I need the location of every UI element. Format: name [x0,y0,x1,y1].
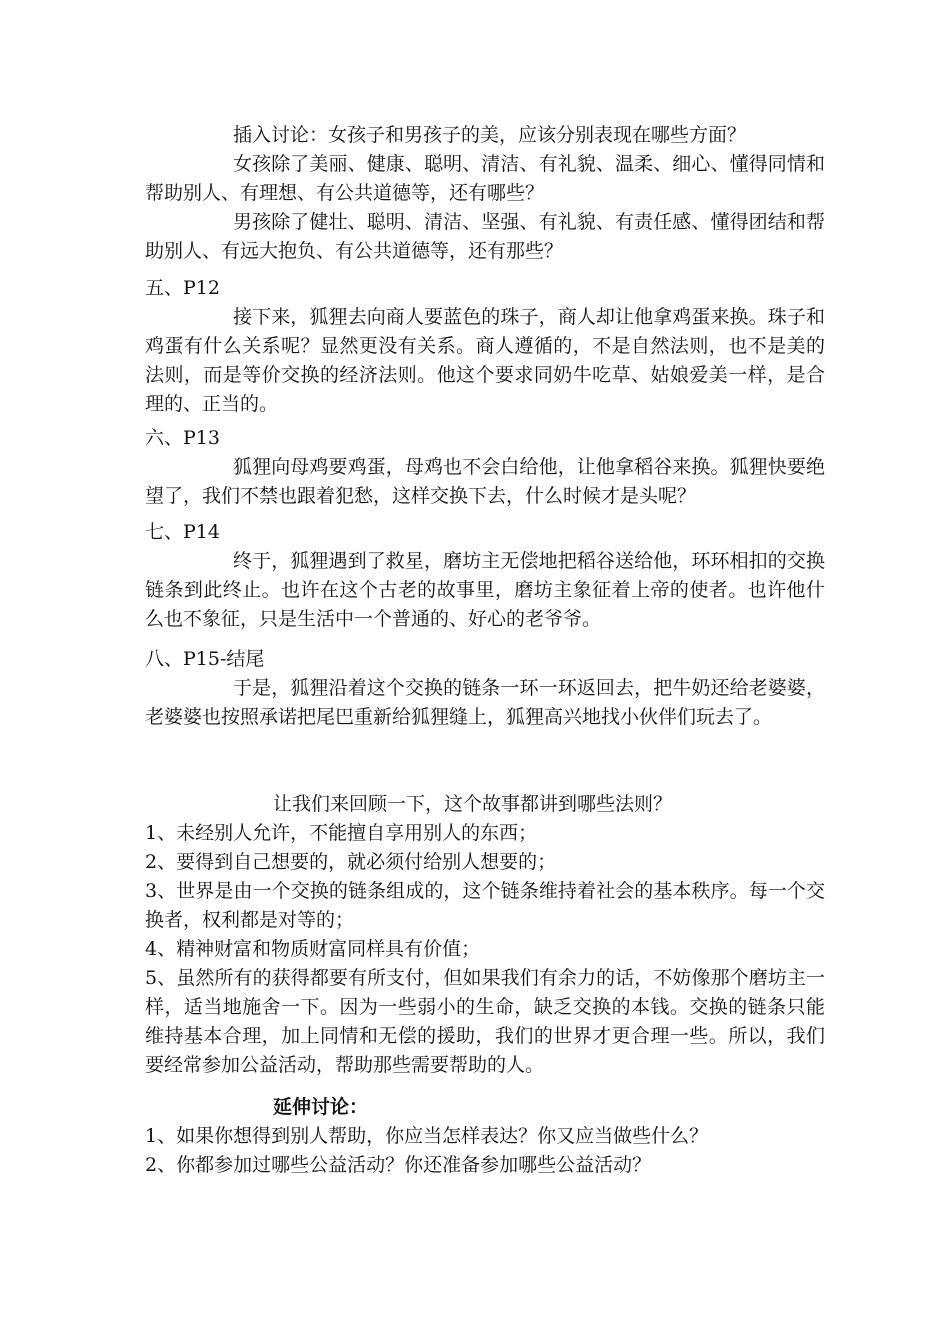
section-heading: 六、P13 [145,427,220,449]
review-item: 2、要得到自己想要的，就必须付给别人想要的； [145,851,557,873]
review-item: 5、虽然所有的获得都要有所支付，但如果我们有余力的话，不妨像那个磨坊主一样，适当地施舍一下。因为一些弱小的生命，缺乏交换的本钱。交换的链条只能维持基本合理，加上同情和无偿的援助，我们的世界才更合理一些。所以，我们要经常参加公益活动，帮助那些需要帮助的人。 [145,967,825,1076]
section-five [145,274,825,419]
review-item: 1、未经别人允许，不能擅自享用别人的东西； [145,822,538,844]
section-text: 于是，狐狸沿着这个交换的链条一环一环返回去，把牛奶还给老婆婆，老婆婆也按照承诺把尾巴重新给狐狸缝上，狐狸高兴地找小伙伴们玩去了。 [145,677,825,728]
discussion-block [145,121,825,266]
extension-block [145,1093,825,1180]
extension-item: 1、如果你想得到别人帮助，你应当怎样表达？你又应当做些什么？ [145,1125,709,1147]
review-item: 4、精神财富和物质财富同样具有价值； [145,938,481,960]
section-six [145,424,825,511]
section-text: 狐狸向母鸡要鸡蛋，母鸡也不会白给他，让他拿稻谷来换。狐狸快要绝望了，我们不禁也跟着犯愁，这样交换下去，什么时候才是头呢？ [145,456,825,507]
section-heading: 五、P12 [145,277,220,299]
review-block [145,790,825,1080]
section-eight [145,645,825,732]
discussion-boys: 男孩除了健壮、聪明、清洁、坚强、有礼貌、有责任感、懂得团结和帮助别人、有远大抱负、有公共道德等，还有那些？ [145,211,825,262]
review-item: 3、世界是由一个交换的链条组成的，这个链条维持着社会的基本秩序。每一个交换者，权利都是对等的； [145,880,825,931]
review-title: 让我们来回顾一下，这个故事都讲到哪些法则？ [273,793,673,815]
extension-item: 2、你都参加过哪些公益活动？你还准备参加哪些公益活动？ [145,1154,652,1176]
discussion-question: 插入讨论：女孩子和男孩子的美，应该分别表现在哪些方面？ [233,124,747,146]
section-text: 终于，狐狸遇到了救星，磨坊主无偿地把稻谷送给他，环环相扣的交换链条到此终止。也许在这个古老的故事里，磨坊主象征着上帝的使者。也许他什么也不象征，只是生活中一个普通的、好心的老爷爷。 [145,550,825,630]
section-text: 接下来，狐狸去向商人要蓝色的珠子，商人却让他拿鸡蛋来换。珠子和鸡蛋有什么关系呢？显然更没有关系。商人遵循的，不是自然法则，也不是美的法则，而是等价交换的经济法则。他这个要求同奶牛吃草、姑娘爱美一样，是合理的、正当的。 [145,306,825,415]
section-heading: 八、P15-结尾 [145,648,265,670]
extension-title: 延伸讨论： [273,1096,369,1118]
discussion-girls: 女孩除了美丽、健康、聪明、清洁、有礼貌、温柔、细心、懂得同情和帮助别人、有理想、有公共道德等，还有哪些？ [145,153,825,204]
section-heading: 七、P14 [145,521,220,543]
section-seven [145,518,825,634]
